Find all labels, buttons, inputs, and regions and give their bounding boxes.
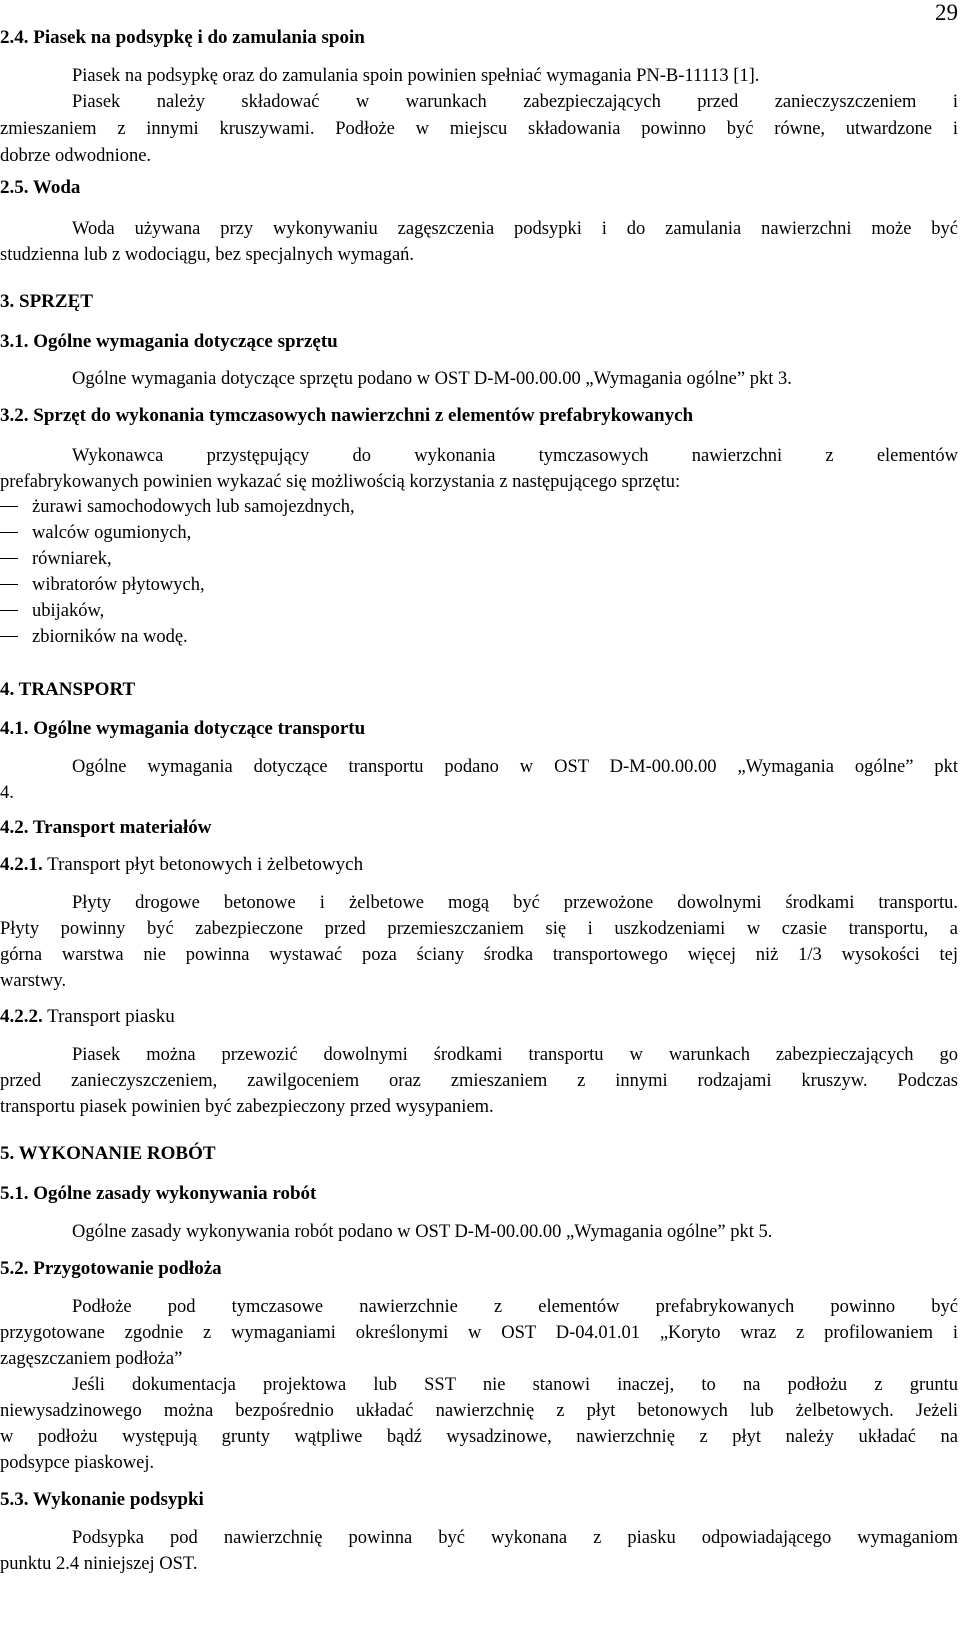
paragraph-line: przed zanieczyszczeniem, zawilgoceniem oraz zmieszaniem z innymi rodzajami kruszyw. Podczas <box>0 1071 958 1091</box>
paragraph-line: Podsypka pod nawierzchnię powinna być wykonana z piasku odpowiadającego wymaganiom <box>72 1528 958 1548</box>
paragraph-line: Podłoże pod tymczasowe nawierzchnie z elementów prefabrykowanych powinno być <box>72 1297 958 1317</box>
paragraph-line: studzienna lub z wodociągu, bez specjalnych wymagań. <box>0 245 415 265</box>
section-heading-4-2: 4.2. Transport materiałów <box>0 817 212 838</box>
section-heading-4-1: 4.1. Ogólne wymagania dotyczące transportu <box>0 718 366 739</box>
section-heading-5-2: 5.2. Przygotowanie podłoża <box>0 1258 222 1279</box>
page-number: 29 <box>935 0 958 25</box>
paragraph-line: w podłożu występują grunty wątpliwe bądź wysadzinowe, nawierzchnię z płyt należy układać na <box>0 1427 958 1447</box>
paragraph-line: prefabrykowanych powinien wykazać się możliwością korzystania z następującego sprzętu: <box>0 472 681 492</box>
paragraph-line: warstwy. <box>0 971 67 991</box>
paragraph-line: górna warstwa nie powinna wystawać poza ściany środka transportowego więcej niż 1/3 wysokości tej <box>0 945 958 965</box>
section-heading-2-4: 2.4. Piasek na podsypkę i do zamulania spoin <box>0 27 365 48</box>
paragraph-line: Wykonawca przystępujący do wykonania tymczasowych nawierzchni z elementów <box>72 446 958 466</box>
section-heading-5: 5. WYKONANIE ROBÓT <box>0 1143 216 1164</box>
paragraph-line: Ogólne wymagania dotyczące transportu podano w OST D-M-00.00.00 „Wymagania ogólne” pkt <box>72 757 958 777</box>
section-heading-2-5: 2.5. Woda <box>0 177 81 198</box>
paragraph-line: zagęszczaniem podłoża” <box>0 1349 183 1369</box>
paragraph-line: punktu 2.4 niniejszej OST. <box>0 1554 198 1574</box>
dash-bullet <box>0 532 18 533</box>
dash-bullet <box>0 610 18 611</box>
paragraph-line: przygotowane zgodnie z wymaganiami określonymi w OST D-04.01.01 „Koryto wraz z profilowaniem i <box>0 1323 958 1343</box>
paragraph-line: Ogólne wymagania dotyczące sprzętu podano w OST D-M-00.00.00 „Wymagania ogólne” pkt 3. <box>72 369 792 389</box>
dash-bullet <box>0 584 18 585</box>
section-heading-5-3: 5.3. Wykonanie podsypki <box>0 1489 204 1510</box>
dash-bullet <box>0 506 18 507</box>
dash-bullet <box>0 636 18 637</box>
paragraph-line: 4. <box>0 783 14 803</box>
paragraph-line: Ogólne zasady wykonywania robót podano w OST D-M-00.00.00 „Wymagania ogólne” pkt 5. <box>72 1222 773 1242</box>
paragraph-line: Płyty powinny być zabezpieczone przed przemieszczaniem się i uszkodzeniami w czasie transportu, a <box>0 919 958 939</box>
section-heading-3-2: 3.2. Sprzęt do wykonania tymczasowych nawierzchni z elementów prefabrykowanych <box>0 405 694 426</box>
dash-bullet <box>0 558 18 559</box>
paragraph-line: Piasek należy składować w warunkach zabezpieczających przed zanieczyszczeniem i <box>72 92 958 112</box>
subsection-heading-4-2-1: 4.2.1. Transport płyt betonowych i żelbetowych <box>0 854 364 875</box>
paragraph-line: dobrze odwodnione. <box>0 146 152 166</box>
section-heading-3: 3. SPRZĘT <box>0 291 93 312</box>
paragraph-line: Piasek można przewozić dowolnymi środkami transportu w warunkach zabezpieczających go <box>72 1045 958 1065</box>
subsection-heading-4-2-2: 4.2.2. Transport piasku <box>0 1006 175 1027</box>
paragraph-line: Jeśli dokumentacja projektowa lub SST nie stanowi inaczej, to na podłożu z gruntu <box>72 1375 958 1395</box>
section-heading-4: 4. TRANSPORT <box>0 679 136 700</box>
paragraph-line: zmieszaniem z innymi kruszywami. Podłoże w miejscu składowania powinno być równe, utwardzone i <box>0 119 958 139</box>
section-heading-3-1: 3.1. Ogólne wymagania dotyczące sprzętu <box>0 331 338 352</box>
paragraph-line: podsypce piaskowej. <box>0 1453 155 1473</box>
paragraph-line: Płyty drogowe betonowe i żelbetowe mogą być przewożone dowolnymi środkami transportu. <box>72 893 958 913</box>
paragraph-line: Piasek na podsypkę oraz do zamulania spoin powinien spełniać wymagania PN-B-11113 [1]. <box>72 66 760 86</box>
document-page: 29 2.4. Piasek na podsypkę i do zamulania spoin Piasek na podsypkę oraz do zamulania spoin powinien spełniać wymagania PN-B-11113 [1]. Piasek należy składować w warunkach zabezpieczających przed zanieczyszczeniem i zmieszaniem z innymi kruszywami. Podłoże w miejscu składowania powinno być równe, utwardzone i dobrze odwodnione. 2.5. Woda Woda używana przy wykonywaniu zagęszczenia podsypki i do zamulania nawierzchni może być studzienna lub z wodociągu, bez specjalnych wymagań. 3. SPRZĘT 3.1. Ogólne wymagania dotyczące sprzętu Ogólne wymagania dotyczące sprzętu podano w OST D-M-00.00.00 „Wymagania ogólne” pkt 3. 3.2. Sprzęt do wykonania tymczasowych nawierzchni z elementów prefabrykowanych Wykonawca przystępujący do wykonania tymczasowych nawierzchni z elementów prefabrykowanych powinien wykazać się możliwością korzystania z następującego sprzętu: żurawi samochodowych lub samojezdnych, walców ogumionych, równiarek, wibratorów płytowych, ubijaków, zbiorników na wodę. 4. TRANSPORT 4.1. Ogólne wymagania dotyczące transportu Ogólne wymagania dotyczące transportu podano w OST D-M-00.00.00 „Wymagania ogólne” pkt 4. 4.2. Transport materiałów 4.2.1. Transport płyt betonowych i żelbetowych Płyty drogowe betonowe i żelbetowe mogą być przewożone dowolnymi środkami transportu. Płyty powinny być zabezpieczone przed przemieszczaniem się i uszkodzeniami w czasie transportu, a górna warstwa nie powinna wystawać poza ściany środka transportowego więcej niż 1/3 wysokości tej warstwy. 4.2.2. Transport piasku Piasek można przewozić dowolnymi środkami transportu w warunkach zabezpieczających go przed zanieczyszczeniem, zawilgoceniem oraz zmieszaniem z innymi rodzajami kruszyw. Podczas transportu piasek powinien być zabezpieczony przed wysypaniem. 5. WYKONANIE ROBÓT 5.1. Ogólne zasady wykonywania robót Ogólne zasady wykonywania robót podano w OST D-M-00.00.00 „Wymagania ogólne” pkt 5. 5.2. Przygotowanie podłoża Podłoże pod tymczasowe nawierzchnie z elementów prefabrykowanych powinno być przygotowane zgodnie z wymaganiami określonymi w OST D-04.01.01 „Koryto wraz z profilowaniem i zagęszczaniem podłoża” Jeśli dokumentacja projektowa lub SST nie stanowi inaczej, to na podłożu z gruntu niewysadzinowego można bezpośrednio układać nawierzchnię z płyt betonowych lub żelbetowych. Jeżeli w podłożu występują grunty wątpliwe bądź wysadzinowe, nawierzchnię z płyt należy układać na podsypce piaskowej. 5.3. Wykonanie podsypki Podsypka pod nawierzchnię powinna być wykonana z piasku odpowiadającego wymaganiom punktu 2.4 niniejszej OST. <box>0 0 958 1574</box>
paragraph-line: niewysadzinowego można bezpośrednio układać nawierzchnię z płyt betonowych lub żelbetowych. Jeżeli <box>0 1401 958 1421</box>
paragraph-line: transportu piasek powinien być zabezpieczony przed wysypaniem. <box>0 1097 494 1117</box>
paragraph-line: Woda używana przy wykonywaniu zagęszczenia podsypki i do zamulania nawierzchni może być <box>72 219 958 239</box>
section-heading-5-1: 5.1. Ogólne zasady wykonywania robót <box>0 1183 317 1204</box>
